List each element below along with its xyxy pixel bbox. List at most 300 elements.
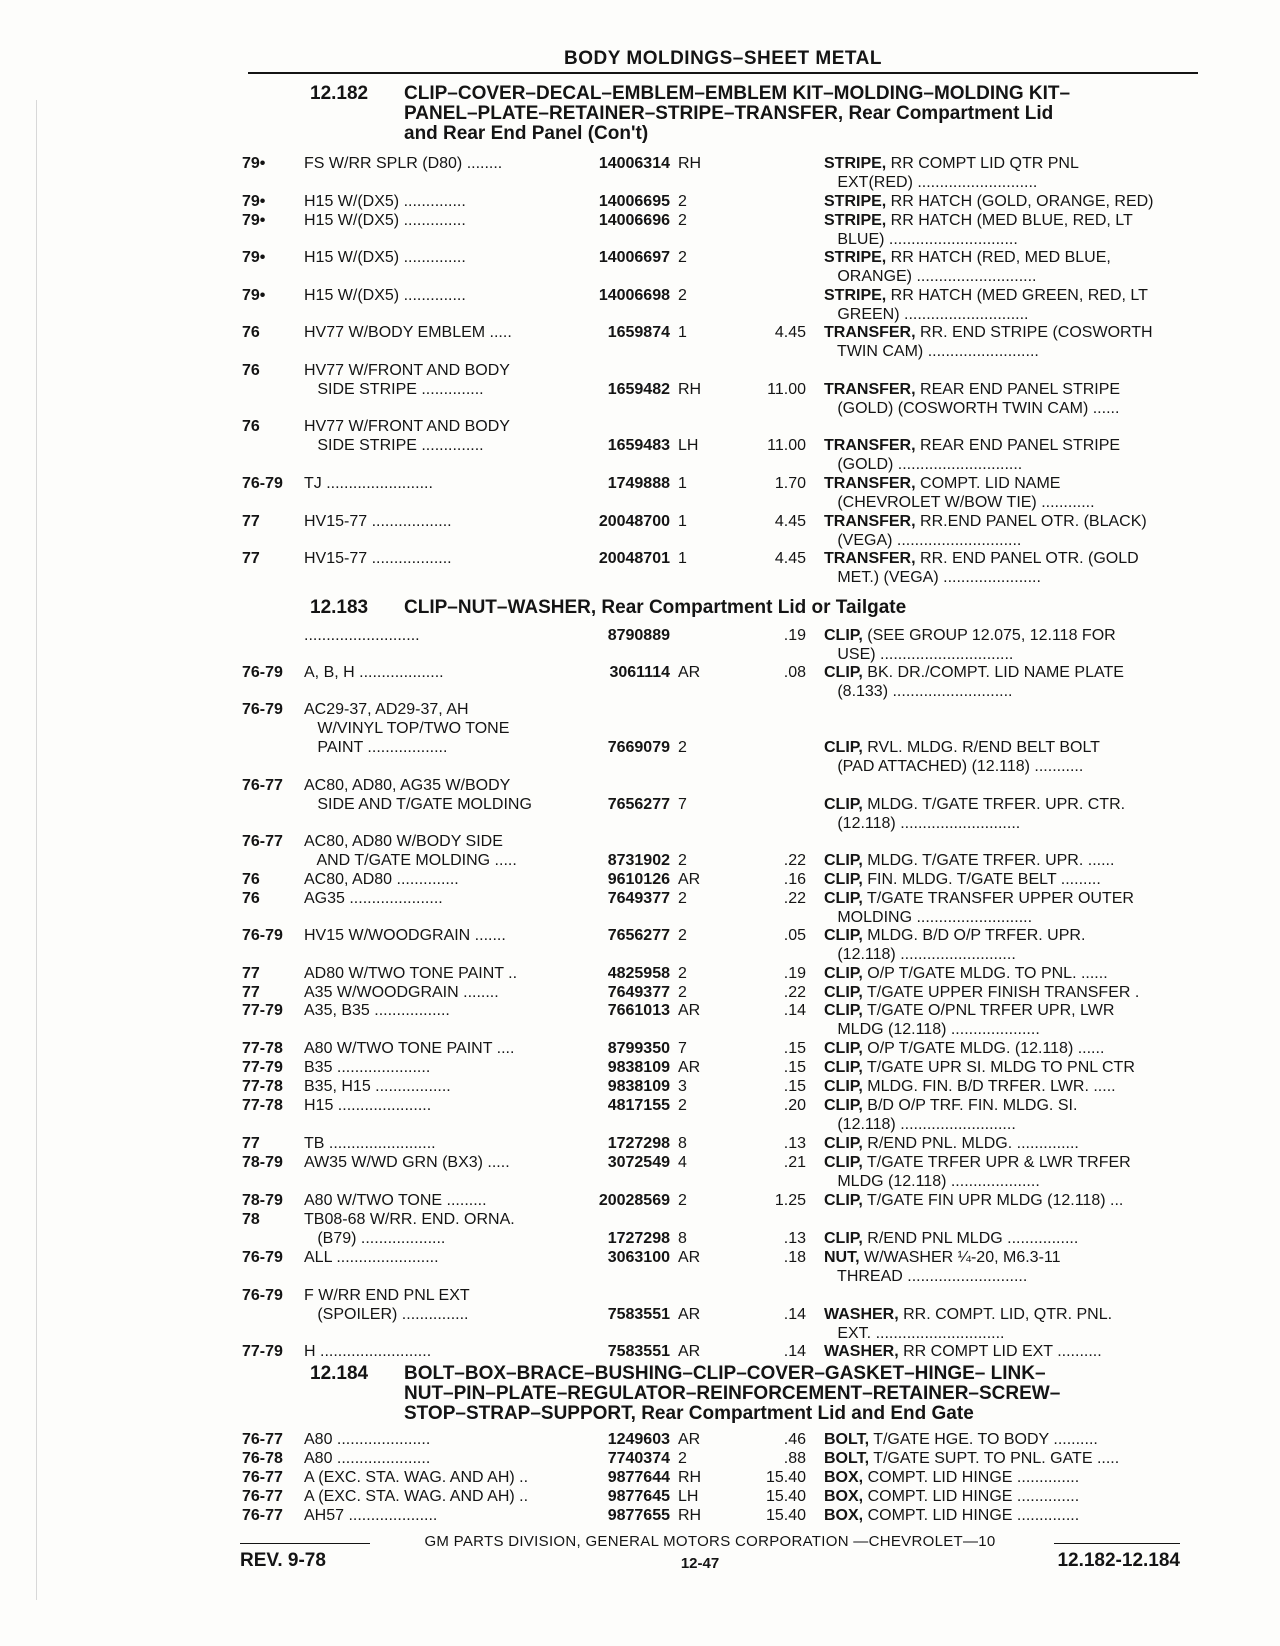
part-name-keyword: CLIP,: [824, 984, 863, 1001]
quantity: 3: [678, 1078, 687, 1095]
model-year: 76-77: [242, 1507, 283, 1524]
part-name: [824, 851, 1184, 870]
part-name-detail: (8.133) ...........................: [824, 683, 1013, 700]
part-name: [824, 1058, 1184, 1077]
part-name-detail: USE) ..............................: [824, 646, 1014, 663]
part-name-detail: (SEE GROUP 12.075, 12.118 FOR: [862, 627, 1116, 644]
price: .20: [783, 1097, 806, 1114]
section-number: 12.183: [310, 597, 369, 618]
part-name-detail: (PAD ATTACHED) (12.118) ...........: [824, 758, 1084, 775]
part-name: [824, 1153, 1184, 1191]
model-year: 77-78: [242, 1097, 283, 1114]
part-number: 14006698: [598, 287, 670, 304]
model-year: 77-79: [242, 1002, 283, 1019]
quantity: 2: [678, 212, 687, 229]
part-name-keyword: BOLT,: [824, 1431, 870, 1448]
price: 11.00: [767, 381, 806, 398]
part-name-keyword: WASHER,: [824, 1343, 899, 1360]
price: .15: [783, 1059, 806, 1076]
price: 4.45: [774, 513, 806, 530]
part-number: 14006314: [598, 155, 670, 172]
part-number: 1249603: [607, 1431, 670, 1448]
application: A80 W/TWO TONE PAINT ....: [304, 1040, 515, 1057]
part-number: 14006697: [598, 249, 670, 266]
quantity: AR: [678, 1306, 701, 1323]
price: 1.70: [774, 475, 806, 492]
part-name-detail: EXT. .............................: [824, 1325, 1005, 1342]
part-number: 7649377: [607, 890, 670, 907]
binding-margin-line: [36, 100, 37, 1600]
part-name-keyword: CLIP,: [824, 1097, 863, 1114]
part-name-detail: REAR END PANEL STRIPE: [915, 437, 1121, 454]
price: .15: [783, 1078, 806, 1095]
model-year: 76-77: [242, 1469, 283, 1486]
part-name-detail: (VEGA) ............................: [824, 532, 1022, 549]
part-number: 9877645: [607, 1488, 670, 1505]
part-number: 3072549: [607, 1154, 670, 1171]
part-name: [824, 436, 1184, 474]
model-year: 77-79: [242, 1059, 283, 1076]
part-name-keyword: CLIP,: [824, 852, 863, 869]
price: .14: [783, 1306, 806, 1323]
part-name: [824, 1506, 1184, 1525]
model-year: 76: [242, 324, 260, 341]
part-name: [824, 663, 1184, 701]
footer-rule-left: [240, 1543, 370, 1544]
part-name: [824, 380, 1184, 418]
application: AD80 W/TWO TONE PAINT ..: [304, 965, 518, 982]
part-name-detail: MLDG. FIN. B/D TRFER. LWR. .....: [862, 1078, 1116, 1095]
quantity: 2: [678, 852, 687, 869]
part-name: [824, 192, 1184, 211]
part-name-detail: FIN. MLDG. T/GATE BELT .........: [862, 871, 1101, 888]
part-name-detail: R/END PNL MLDG ................: [862, 1230, 1079, 1247]
price: 15.40: [765, 1469, 806, 1486]
quantity: 4: [678, 1154, 687, 1171]
price: .16: [783, 871, 806, 888]
part-name-keyword: STRIPE,: [824, 155, 887, 172]
part-name-detail: REAR END PANEL STRIPE: [915, 381, 1121, 398]
quantity: 2: [678, 984, 687, 1001]
part-name: [824, 983, 1184, 1002]
part-name-detail: BLUE) .............................: [824, 231, 1018, 248]
section-title: [404, 84, 1204, 144]
application: FS W/RR SPLR (D80) ........: [304, 155, 503, 172]
price: .19: [783, 627, 806, 644]
application: A (EXC. STA. WAG. AND AH) ..: [304, 1488, 529, 1505]
application: AC29-37, AD29-37, AH W/VINYL TOP/TWO TONE PAINT ..................: [304, 701, 510, 756]
part-name: [824, 1001, 1184, 1039]
model-year: 77: [242, 1135, 260, 1152]
part-number: 1659483: [607, 437, 670, 454]
part-number: 8799350: [607, 1040, 670, 1057]
application: H .........................: [304, 1343, 432, 1360]
quantity: AR: [678, 1249, 701, 1266]
part-name-keyword: TRANSFER,: [824, 381, 916, 398]
part-name-detail: R/END PNL. MLDG. ..............: [862, 1135, 1079, 1152]
part-name-keyword: NUT,: [824, 1249, 860, 1266]
quantity: 2: [678, 249, 687, 266]
part-name-detail: RR HATCH (RED, MED BLUE,: [886, 249, 1111, 266]
part-name-detail: THREAD ...........................: [824, 1268, 1028, 1285]
part-name-detail: COMPT. LID NAME: [915, 475, 1061, 492]
part-name-detail: (GOLD) (COSWORTH TWIN CAM) ......: [824, 400, 1120, 417]
model-year: 76-79: [242, 664, 283, 681]
part-name: [824, 1487, 1184, 1506]
part-name-detail: (12.118) ..........................: [824, 946, 1016, 963]
application: ..........................: [304, 627, 420, 644]
part-number: 9610126: [607, 871, 670, 888]
part-number: 20048700: [598, 513, 670, 530]
model-year: 77-78: [242, 1040, 283, 1057]
price: .13: [783, 1230, 806, 1247]
price: .13: [783, 1135, 806, 1152]
part-name-detail: MLDG. B/D O/P TRFER. UPR.: [862, 927, 1086, 944]
part-name-keyword: CLIP,: [824, 1040, 863, 1057]
part-number: 14006695: [598, 193, 670, 210]
quantity: RH: [678, 155, 702, 172]
part-name: [824, 738, 1184, 776]
model-year: 79•: [242, 249, 266, 266]
part-name-detail: MLDG (12.118) ....................: [824, 1021, 1040, 1038]
part-name-keyword: CLIP,: [824, 739, 863, 756]
price: 15.40: [765, 1507, 806, 1524]
application: A80 .....................: [304, 1431, 431, 1448]
model-year: 76-77: [242, 833, 283, 850]
part-name: [824, 889, 1184, 927]
section-title-line: NUT–PIN–PLATE–REGULATOR–REINFORCEMENT–RETAINER–SCREW–: [404, 1383, 1061, 1404]
part-number: 7583551: [607, 1343, 670, 1360]
model-year: 76: [242, 362, 260, 379]
section-title-line: CLIP–NUT–WASHER, Rear Compartment Lid or Tailgate: [404, 597, 907, 618]
quantity: AR: [678, 1431, 701, 1448]
part-number: 7656277: [607, 796, 670, 813]
part-number: 3061114: [609, 664, 670, 681]
application: B35, H15 .................: [304, 1078, 451, 1095]
part-name-keyword: CLIP,: [824, 1059, 863, 1076]
quantity: 2: [678, 287, 687, 304]
part-number: 7583551: [607, 1306, 670, 1323]
model-year: 76-79: [242, 1287, 283, 1304]
part-name-detail: (12.118) ...........................: [824, 815, 1021, 832]
price: 4.45: [774, 324, 806, 341]
part-name: [824, 964, 1184, 983]
section-title-line: STOP–STRAP–SUPPORT, Rear Compartment Lid and End Gate: [404, 1403, 974, 1424]
part-name-detail: RR COMPT LID EXT ..........: [898, 1343, 1102, 1360]
part-name-detail: (GOLD) ............................: [824, 456, 1023, 473]
part-name: [824, 1077, 1184, 1096]
part-number: 20028569: [598, 1192, 670, 1209]
part-name-keyword: CLIP,: [824, 664, 863, 681]
part-name-detail: W/WASHER ¼-20, M6.3-11: [859, 1249, 1061, 1266]
application: A, B, H ...................: [304, 664, 444, 681]
part-name: [824, 926, 1184, 964]
part-number: 1749888: [607, 475, 670, 492]
part-name-detail: (12.118) ..........................: [824, 1116, 1016, 1133]
part-name-detail: GREEN) ............................: [824, 306, 1029, 323]
part-name: [824, 1248, 1184, 1286]
application: HV77 W/FRONT AND BODY SIDE STRIPE ..............: [304, 418, 510, 454]
price: .88: [783, 1450, 806, 1467]
part-name-keyword: CLIP,: [824, 871, 863, 888]
price: .22: [783, 984, 806, 1001]
part-number: 1727298: [607, 1230, 670, 1247]
revision-label: REV. 9-78: [240, 1550, 326, 1571]
part-name-detail: RR. END PANEL OTR. (GOLD: [915, 550, 1139, 567]
part-name-detail: T/GATE O/PNL TRFER UPR, LWR: [862, 1002, 1115, 1019]
price: .19: [783, 965, 806, 982]
part-name: [824, 549, 1184, 587]
model-year: 76-77: [242, 777, 283, 794]
quantity: 1: [678, 475, 687, 492]
model-year: 77-78: [242, 1078, 283, 1095]
section-title-line: and Rear End Panel (Con't): [404, 123, 649, 144]
model-year: 77: [242, 550, 260, 567]
quantity: 1: [678, 550, 687, 567]
part-name: [824, 474, 1184, 512]
part-name: [824, 1229, 1184, 1248]
part-name-detail: RR HATCH (GOLD, ORANGE, RED): [886, 193, 1154, 210]
section-title-line: BOLT–BOX–BRACE–BUSHING–CLIP–COVER–GASKET–HINGE– LINK–: [404, 1363, 1046, 1384]
model-year: 76-77: [242, 1431, 283, 1448]
footer-publisher: GM PARTS DIVISION, GENERAL MOTORS CORPORATION —CHEVROLET—10: [424, 1533, 996, 1550]
price: .22: [783, 852, 806, 869]
part-name-detail: O/P T/GATE MLDG. TO PNL. ......: [862, 965, 1108, 982]
application: A (EXC. STA. WAG. AND AH) ..: [304, 1469, 529, 1486]
model-year: 78: [242, 1211, 260, 1228]
part-name-keyword: STRIPE,: [824, 287, 887, 304]
part-name-detail: RR HATCH (MED BLUE, RED, LT: [886, 212, 1133, 229]
part-name-detail: (CHEVROLET W/BOW TIE) ............: [824, 494, 1095, 511]
part-number: 7669079: [607, 739, 670, 756]
part-name: [824, 286, 1184, 324]
quantity: 8: [678, 1135, 687, 1152]
part-name-detail: RVL. MLDG. R/END BELT BOLT: [862, 739, 1100, 756]
part-name-detail: MOLDING ..........................: [824, 909, 1033, 926]
model-year: 76: [242, 890, 260, 907]
application: TB ........................: [304, 1135, 436, 1152]
part-name-keyword: CLIP,: [824, 890, 863, 907]
section-title-line: CLIP–COVER–DECAL–EMBLEM–EMBLEM KIT–MOLDING–MOLDING KIT–: [404, 83, 1071, 104]
quantity: 2: [678, 739, 687, 756]
part-name-detail: T/GATE SUPT. TO PNL. GATE .....: [869, 1450, 1120, 1467]
part-name: [824, 1039, 1184, 1058]
model-year: 79•: [242, 155, 266, 172]
part-number: 8731902: [607, 852, 670, 869]
part-name: [824, 248, 1184, 286]
part-name: [824, 626, 1184, 664]
part-number: 1659874: [607, 324, 670, 341]
application: TB08-68 W/RR. END. ORNA. (B79) ...................: [304, 1211, 515, 1247]
part-name-detail: MET.) (VEGA) ......................: [824, 569, 1041, 586]
model-year: 76-79: [242, 1249, 283, 1266]
price: 1.25: [774, 1192, 806, 1209]
model-year: 77: [242, 513, 260, 530]
quantity: RH: [678, 1507, 702, 1524]
quantity: 1: [678, 324, 687, 341]
application: A35 W/WOODGRAIN ........: [304, 984, 499, 1001]
quantity: AR: [678, 664, 701, 681]
part-number: 1727298: [607, 1135, 670, 1152]
quantity: 2: [678, 965, 687, 982]
application: ALL .......................: [304, 1249, 439, 1266]
quantity: 7: [678, 1040, 687, 1057]
part-number: 9877644: [607, 1469, 670, 1486]
application: AC80, AD80 W/BODY SIDE AND T/GATE MOLDING .....: [304, 833, 517, 869]
part-name-detail: MLDG. T/GATE TRFER. UPR. CTR.: [862, 796, 1126, 813]
quantity: AR: [678, 1002, 701, 1019]
part-name: [824, 1305, 1184, 1343]
part-name-detail: B/D O/P TRF. FIN. MLDG. SI.: [862, 1097, 1078, 1114]
price: .08: [783, 664, 806, 681]
part-name-keyword: CLIP,: [824, 1002, 863, 1019]
quantity: LH: [678, 1488, 699, 1505]
part-name-detail: COMPT. LID HINGE ..............: [863, 1488, 1080, 1505]
part-name-keyword: CLIP,: [824, 1192, 863, 1209]
application: AH57 ....................: [304, 1507, 438, 1524]
part-name-detail: T/GATE TRFER UPR & LWR TRFER: [862, 1154, 1131, 1171]
quantity: AR: [678, 871, 701, 888]
model-year: 76-77: [242, 1488, 283, 1505]
quantity: 1: [678, 513, 687, 530]
model-year: 77: [242, 965, 260, 982]
part-name-detail: BK. DR./COMPT. LID NAME PLATE: [862, 664, 1124, 681]
quantity: 2: [678, 1097, 687, 1114]
part-number: 7661013: [607, 1002, 670, 1019]
part-name-detail: COMPT. LID HINGE ..............: [863, 1507, 1080, 1524]
part-number: 9838109: [607, 1078, 670, 1095]
footer-rule-right: [1054, 1543, 1180, 1544]
part-name-detail: MLDG (12.118) ....................: [824, 1173, 1040, 1190]
quantity: RH: [678, 1469, 702, 1486]
part-name-keyword: TRANSFER,: [824, 550, 916, 567]
part-name-keyword: BOX,: [824, 1469, 864, 1486]
part-name-detail: TWIN CAM) .........................: [824, 343, 1039, 360]
part-name: [824, 1096, 1184, 1134]
part-name-keyword: STRIPE,: [824, 193, 887, 210]
part-name: [824, 1191, 1184, 1210]
application: A80 W/TWO TONE .........: [304, 1192, 487, 1209]
price: 4.45: [774, 550, 806, 567]
part-name: [824, 1468, 1184, 1487]
part-name-keyword: CLIP,: [824, 1078, 863, 1095]
part-name-keyword: CLIP,: [824, 627, 863, 644]
part-name-keyword: CLIP,: [824, 965, 863, 982]
part-name-keyword: TRANSFER,: [824, 475, 916, 492]
part-number: 3063100: [607, 1249, 670, 1266]
quantity: 2: [678, 193, 687, 210]
model-year: 78-79: [242, 1192, 283, 1209]
application: H15 W/(DX5) ..............: [304, 193, 466, 210]
price: .15: [783, 1040, 806, 1057]
application: H15 W/(DX5) ..............: [304, 287, 466, 304]
part-name-detail: RR. END STRIPE (COSWORTH: [915, 324, 1153, 341]
part-name-keyword: TRANSFER,: [824, 324, 916, 341]
part-name: [824, 1449, 1184, 1468]
section-title-line: PANEL–PLATE–RETAINER–STRIPE–TRANSFER, Rear Compartment Lid: [404, 103, 1054, 124]
model-year: 76-79: [242, 475, 283, 492]
price: .46: [783, 1431, 806, 1448]
model-year: 79•: [242, 212, 266, 229]
application: B35 .....................: [304, 1059, 431, 1076]
application: AC80, AD80, AG35 W/BODY SIDE AND T/GATE MOLDING: [304, 777, 532, 813]
part-name: [824, 154, 1184, 192]
model-year: 76-78: [242, 1450, 283, 1467]
part-name-detail: T/GATE UPR SI. MLDG TO PNL CTR: [862, 1059, 1135, 1076]
header-rule: [248, 72, 1198, 74]
quantity: RH: [678, 381, 702, 398]
price: 11.00: [767, 437, 806, 454]
part-name: [824, 512, 1184, 550]
application: AC80, AD80 ..............: [304, 871, 459, 888]
part-name-keyword: STRIPE,: [824, 212, 887, 229]
application: A35, B35 .................: [304, 1002, 450, 1019]
part-number: 20048701: [598, 550, 670, 567]
price: .21: [783, 1154, 806, 1171]
application: F W/RR END PNL EXT (SPOILER) ...............: [304, 1287, 470, 1323]
group-range: 12.182-12.184: [1057, 1550, 1180, 1571]
model-year: 79•: [242, 193, 266, 210]
part-name-detail: T/GATE UPPER FINISH TRANSFER .: [862, 984, 1140, 1001]
application: TJ ........................: [304, 475, 433, 492]
part-name-keyword: WASHER,: [824, 1306, 899, 1323]
part-name: [824, 795, 1184, 833]
part-name-keyword: STRIPE,: [824, 249, 887, 266]
part-name-detail: MLDG. T/GATE TRFER. UPR. ......: [862, 852, 1115, 869]
part-name-keyword: BOX,: [824, 1507, 864, 1524]
part-name-keyword: CLIP,: [824, 1135, 863, 1152]
part-number: 7649377: [607, 984, 670, 1001]
part-name-detail: RR COMPT LID QTR PNL: [886, 155, 1079, 172]
part-name: [824, 870, 1184, 889]
part-name: [824, 323, 1184, 361]
part-name: [824, 1134, 1184, 1153]
section-number: 12.182: [310, 83, 369, 104]
part-name-keyword: CLIP,: [824, 927, 863, 944]
model-year: 78-79: [242, 1154, 283, 1171]
part-name-keyword: TRANSFER,: [824, 437, 916, 454]
part-name-keyword: CLIP,: [824, 796, 863, 813]
application: H15 W/(DX5) ..............: [304, 249, 466, 266]
application: HV15-77 ..................: [304, 550, 452, 567]
quantity: AR: [678, 1343, 701, 1360]
model-year: 77: [242, 984, 260, 1001]
part-name-detail: O/P T/GATE MLDG. (12.118) ......: [862, 1040, 1105, 1057]
application: HV77 W/BODY EMBLEM .....: [304, 324, 512, 341]
application: HV77 W/FRONT AND BODY SIDE STRIPE ..............: [304, 362, 510, 398]
model-year: 76: [242, 871, 260, 888]
part-name-keyword: BOLT,: [824, 1450, 870, 1467]
application: H15 .....................: [304, 1097, 432, 1114]
part-name: [824, 211, 1184, 249]
price: .05: [783, 927, 806, 944]
application: A80 .....................: [304, 1450, 431, 1467]
model-year: 79•: [242, 287, 266, 304]
quantity: AR: [678, 1059, 701, 1076]
part-number: 4825958: [607, 965, 670, 982]
part-number: 9877655: [607, 1507, 670, 1524]
page-title: BODY MOLDINGS–SHEET METAL: [564, 48, 882, 69]
quantity: 2: [678, 1192, 687, 1209]
part-number: 7740374: [607, 1450, 670, 1467]
model-year: 76-79: [242, 927, 283, 944]
part-number: 14006696: [598, 212, 670, 229]
application: H15 W/(DX5) ..............: [304, 212, 466, 229]
price: .14: [783, 1343, 806, 1360]
quantity: 2: [678, 927, 687, 944]
part-number: 8790889: [607, 627, 670, 644]
price: .22: [783, 890, 806, 907]
